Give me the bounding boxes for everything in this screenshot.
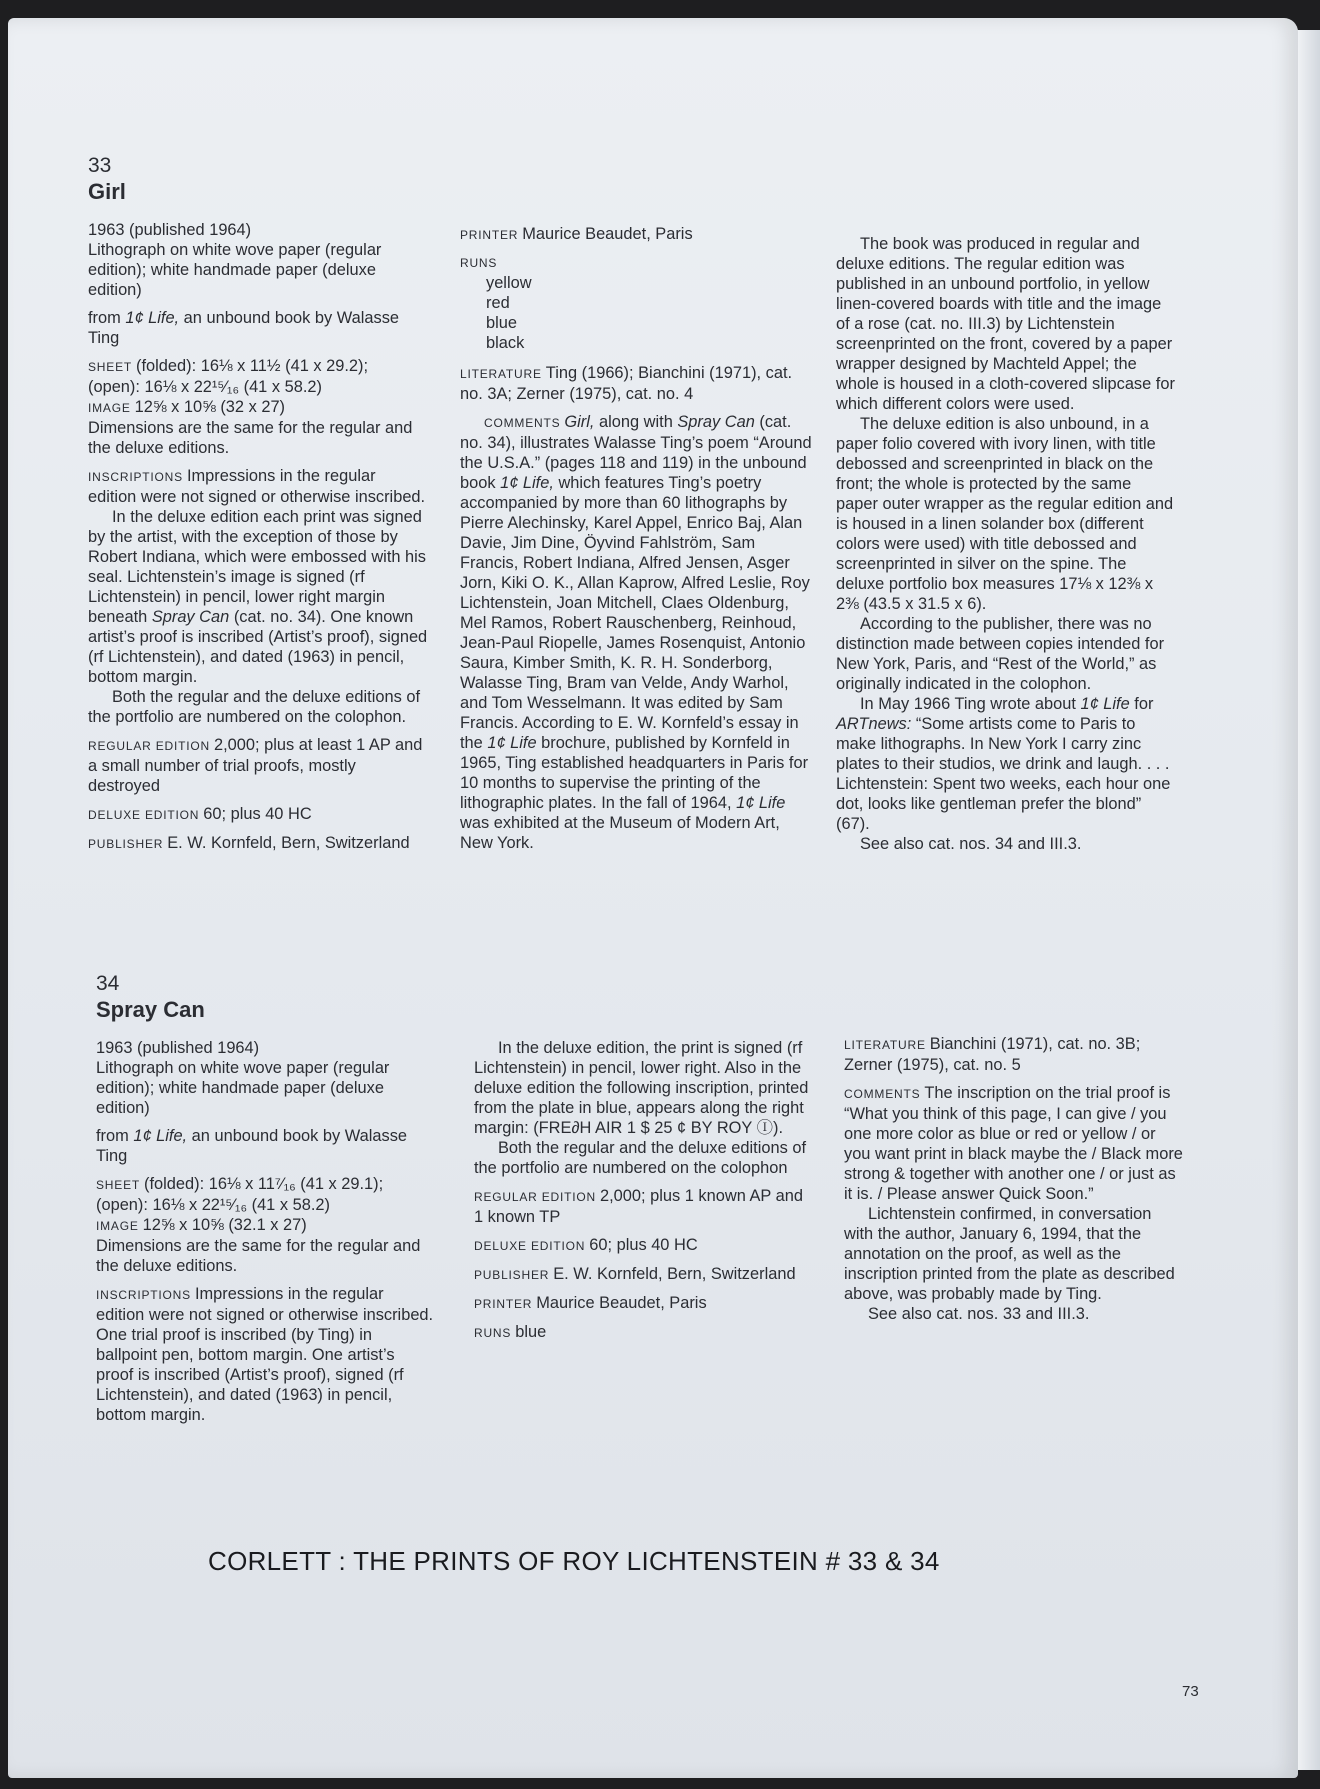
entry-33-editions-description: The book was produced in regular and deluxe editions. The regular edition was published in an unbound portfolio, in yellow linen-covered boards with title and the image of a rose (cat. no. III.3) by Lichtenstein screenprinted on the front, covered by a paper wrapper designed by Machteld Appel; the whole is housed in a cloth-covered slipcase for which different colors were used. <box>836 235 1175 413</box>
entry-34-publisher: PUBLISHER E. W. Kornfeld, Bern, Switzerland <box>474 1265 796 1283</box>
entry-34-regular-edition: REGULAR EDITION 2,000; plus 1 known AP and 1 known TP <box>474 1187 803 1226</box>
entry-33-inscriptions-deluxe: In the deluxe edition each print was signed by the artist, with the exception of those by Robert Indiana, which were embossed with his seal. Lichtenstein’s image is signed (rf Lichtenstein) in pencil, lower right margin beneath Spray Can (cat. no. 34). One known artist’s proof is inscribed (Artist’s proof), signed (rf Lichtenstein), and dated (1963) in pencil, bottom margin. <box>88 508 428 686</box>
page-number: 73 <box>1182 1683 1199 1700</box>
entry-33-printer: PRINTER Maurice Beaudet, Paris <box>460 225 693 243</box>
entry-33-deluxe-edition: DELUXE EDITION 60; plus 40 HC <box>88 805 312 823</box>
entry-33-dimensions: SHEET (folded): 16⅛ x 11½ (41 x 29.2); (open): 16⅛ x 22¹⁵⁄₁₆ (41 x 58.2) IMAGE 12⅝ x 10⅝ (32 x 27) Dimensions are the same for the regular and the deluxe editions. <box>88 357 413 457</box>
entry-33-source: from 1¢ Life, an unbound book by Walasse Ting <box>88 309 400 347</box>
entry-34-numbering: Both the regular and the deluxe editions of the portfolio are numbered on the colophon <box>474 1139 806 1177</box>
run-item: yellow <box>486 274 532 292</box>
entry-33-numbering: Both the regular and the deluxe editions of the portfolio are numbered on the colophon. <box>88 688 420 726</box>
entry-33-deluxe-description: The deluxe edition is also unbound, in a paper folio covered with ivory linen, with title debossed and screenprinted in black on the front; the whole is protected by the same paper outer wrapper as the regular edition and is housed in a linen solander box (different colors were used) with title debossed and screenprinted in silver on the spine. The deluxe portfolio box measures 17⅛ x 12⅜ x 2⅜ (43.5 x 31.5 x 6). <box>836 415 1174 613</box>
entry-34-col-1 <box>96 972 436 1433</box>
entry-34-confirmation: Lichtenstein confirmed, in conversation with the author, January 6, 1994, that the annotation on the proof, as well as the inscription printed from the plate as described above, was probably made by Ting. <box>844 1205 1175 1303</box>
entry-34-source: from 1¢ Life, an unbound book by Walasse Ting <box>96 1127 408 1165</box>
entry-34-literature: LITERATURE Bianchini (1971), cat. no. 3B; Zerner (1975), cat. no. 5 <box>844 1035 1141 1074</box>
entry-34-inscriptions: INSCRIPTIONS Impressions in the regular edition were not signed or otherwise inscribed. One trial proof is inscribed (by Ting) in ballpoint pen, bottom margin. One artist’s proof is inscribed (Artist’s proof), signed (rf Lichtenstein), and dated (1963) in pencil, bottom margin. <box>96 1285 434 1424</box>
sheet-label: SHEET <box>88 360 133 374</box>
image-label: IMAGE <box>88 401 131 415</box>
entry-33-regular-edition: REGULAR EDITION 2,000; plus at least 1 AP and a small number of trial proofs, mostly destroyed <box>88 736 423 795</box>
run-item: black <box>486 334 525 352</box>
entry-33-runs-label: RUNS <box>460 256 498 270</box>
entry-34-deluxe-edition: DELUXE EDITION 60; plus 40 HC <box>474 1236 698 1254</box>
entry-34-date: 1963 (published 1964) <box>96 1039 260 1057</box>
catalog-page <box>8 18 1298 1778</box>
image-label: IMAGE <box>96 1219 139 1233</box>
entry-34-title: Spray Can <box>96 997 205 1022</box>
entry-33-col-1 <box>88 154 428 862</box>
run-item: red <box>486 294 510 312</box>
entry-33-literature: LITERATURE Ting (1966); Bianchini (1971), cat. no. 3A; Zerner (1975), cat. no. 4 <box>460 364 793 403</box>
entry-33-see-also: See also cat. nos. 34 and III.3. <box>860 835 1082 853</box>
entry-33-ting-quote: In May 1966 Ting wrote about 1¢ Life for ARTnews: “Some artists come to Paris to make lithographs. In New York I carry zinc plates to their studios, we drink and laugh. . . . Lichtenstein: Spent two weeks, each hour one dot, looks like gentleman prefer the blond” (67). <box>836 695 1171 833</box>
entry-33-col-2 <box>460 224 812 861</box>
entry-33-title: Girl <box>88 179 126 204</box>
entry-33-runs <box>486 273 812 353</box>
entry-33-inscriptions: INSCRIPTIONS Impressions in the regular edition were not signed or otherwise inscribed. <box>88 467 426 506</box>
entry-34-see-also: See also cat. nos. 33 and III.3. <box>868 1305 1090 1323</box>
entry-33-medium: Lithograph on white wove paper (regular edition); white handmade paper (deluxe edition) <box>88 241 382 299</box>
entry-33-col-3 <box>836 234 1176 862</box>
entry-33-comments: COMMENTS Girl, along with Spray Can (cat. no. 34), illustrates Walasse Ting’s poem “Around the U.S.A.” (pages 118 and 119) in the unbound book 1¢ Life, which features Ting’s poetry accompanied by more than 60 lithographs by Pierre Alechinsky, Karel Appel, Enrico Baj, Alan Davie, Jim Dine, Öyvind Fahlström, Sam Francis, Robert Indiana, Alfred Jensen, Asger Jorn, Kiki O. K., Allan Kaprow, Alfred Leslie, Roy Lichtenstein, Joan Mitchell, Claes Oldenburg, Mel Ramos, Robert Rauschenberg, Reinhoud, Jean-Paul Riopelle, James Rosenquist, Antonio Saura, Kimber Smith, K. R. H. Sonderborg, Walasse Ting, Bram van Velde, Andy Warhol, and Tom Wesselmann. It was edited by Sam Francis. According to E. W. Kornfeld’s essay in the 1¢ Life brochure, published by Kornfeld in 1965, Ting established headquarters in Paris for 10 months to supervise the printing of the lithographic plates. In the fall of 1964, 1¢ Life was exhibited at the Museum of Modern Art, New York. <box>460 413 812 852</box>
run-item: blue <box>486 314 517 332</box>
entry-34-comments: COMMENTS The inscription on the trial proof is “What you think of this page, I can give / you one more color as blue or red or yellow / or you want print in black maybe the / Black more strong & together with another one / or just as it is. / Please answer Quick Soon.” <box>844 1084 1183 1203</box>
entry-33-date: 1963 (published 1964) <box>88 221 252 239</box>
entry-33-publisher: PUBLISHER E. W. Kornfeld, Bern, Switzerland <box>88 834 410 852</box>
entry-34-deluxe-inscription: In the deluxe edition, the print is signed (rf Lichtenstein) in pencil, lower right. Also in the deluxe edition the following inscription, printed from the plate in blue, appears along the right margin: (FRE∂H AIR 1 $ 25 ¢ BY ROY Ⓘ). <box>474 1039 809 1137</box>
entry-34-printer: PRINTER Maurice Beaudet, Paris <box>474 1294 707 1312</box>
sheet-label: SHEET <box>96 1178 141 1192</box>
entry-34-col-2 <box>474 1038 814 1351</box>
entry-34-runs: RUNS blue <box>474 1323 547 1341</box>
entry-34-dimensions: SHEET (folded): 16⅛ x 11⁷⁄₁₆ (41 x 29.1); (open): 16⅛ x 22¹⁵⁄₁₆ (41 x 58.2) IMAGE 12⅝ x 10⅝ (32.1 x 27) Dimensions are the same for the regular and the deluxe editions. <box>96 1175 421 1275</box>
entry-33-publisher-note: According to the publisher, there was no distinction made between copies intended for New York, Paris, and “Rest of the World,” as originally indicated in the colophon. <box>836 615 1165 693</box>
entry-34-col-3 <box>844 1034 1184 1332</box>
entry-34-medium: Lithograph on white wove paper (regular edition); white handmade paper (deluxe edition) <box>96 1059 390 1117</box>
entry-33-number: 33 <box>88 154 112 177</box>
caption-title: CORLETT : THE PRINTS OF ROY LICHTENSTEIN # 33 & 34 <box>208 1546 940 1576</box>
entry-34-number: 34 <box>96 972 120 995</box>
